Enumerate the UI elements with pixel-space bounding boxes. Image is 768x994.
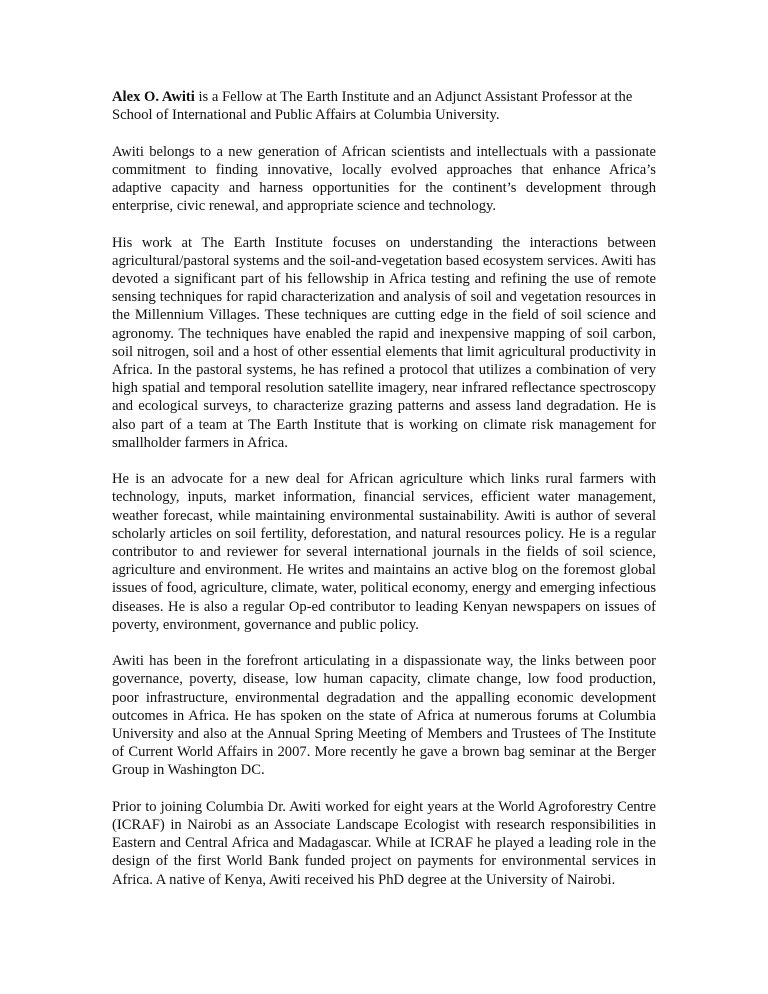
bio-name: Alex O. Awiti <box>112 89 195 105</box>
intro-paragraph <box>112 88 656 124</box>
research-paragraph: His work at The Earth Institute focuses on understanding the interactions between agricultural/pastoral systems and the soil-and-vegetation based ecosystem services. Awiti has devoted a significant part of his fellowship in Africa testing and refining the use of remote sensing techniques for rapid characterization and analysis of soil and vegetation resources in the Millennium Villages. These techniques are cutting edge in the field of soil science and agronomy. The techniques have enabled the rapid and inexpensive mapping of soil carbon, soil nitrogen, soil and a host of other essential elements that limit agricultural productivity in Africa. In the pastoral systems, he has refined a protocol that utilizes a combination of very high spatial and temporal resolution satellite imagery, near infrared reflectance spectroscopy and ecological surveys, to characterize grazing patterns and assess land degradation. He is also part of a team at The Earth Institute that is working on climate risk management for smallholder farmers in Africa. <box>112 234 656 451</box>
intro-text: is a Fellow at The Earth Institute and an Adjunct Assistant Professor at the School of International and Public Affairs at Columbia University. <box>112 89 633 124</box>
background-paragraph: Awiti belongs to a new generation of African scientists and intellectuals with a passionate commitment to finding innovative, locally evolved approaches that enhance Africa’s adaptive capacity and harness opportunities for the continent’s development through enterprise, civic renewal, and appropriate science and technology. <box>112 143 656 215</box>
forums-paragraph: Awiti has been in the forefront articulating in a dispassionate way, the links between poor governance, poverty, disease, low human capacity, climate change, low food production, poor infrastructure, environmental degradation and the appalling economic development outcomes in Africa. He has spoken on the state of Africa at numerous forums at Columbia University and also at the Annual Spring Meeting of Members and Trustees of The Institute of Current World Affairs in 2007. More recently he gave a brown bag seminar at the Berger Group in Washington DC. <box>112 653 656 779</box>
document-page <box>112 88 656 907</box>
career-paragraph: Prior to joining Columbia Dr. Awiti worked for eight years at the World Agroforestry Centre (ICRAF) in Nairobi as an Associate Landscape Ecologist with research responsibilities in Eastern and Central Africa and Madagascar. While at ICRAF he played a leading role in the design of the first World Bank funded project on payments for environmental services in Africa. A native of Kenya, Awiti received his PhD degree at the University of Nairobi. <box>112 798 656 888</box>
advocacy-paragraph: He is an advocate for a new deal for African agriculture which links rural farmers with technology, inputs, market information, financial services, efficient water management, weather forecast, while maintaining environmental sustainability. Awiti is author of several scholarly articles on soil fertility, deforestation, and natural resources policy. He is a regular contributor to and reviewer for several international journals in the fields of soil science, agriculture and environment. He writes and maintains an active blog on the foremost global issues of food, agriculture, climate, water, political economy, energy and emerging infectious diseases. He is also a regular Op-ed contributor to leading Kenyan newspapers on issues of poverty, environment, governance and public policy. <box>112 471 656 633</box>
